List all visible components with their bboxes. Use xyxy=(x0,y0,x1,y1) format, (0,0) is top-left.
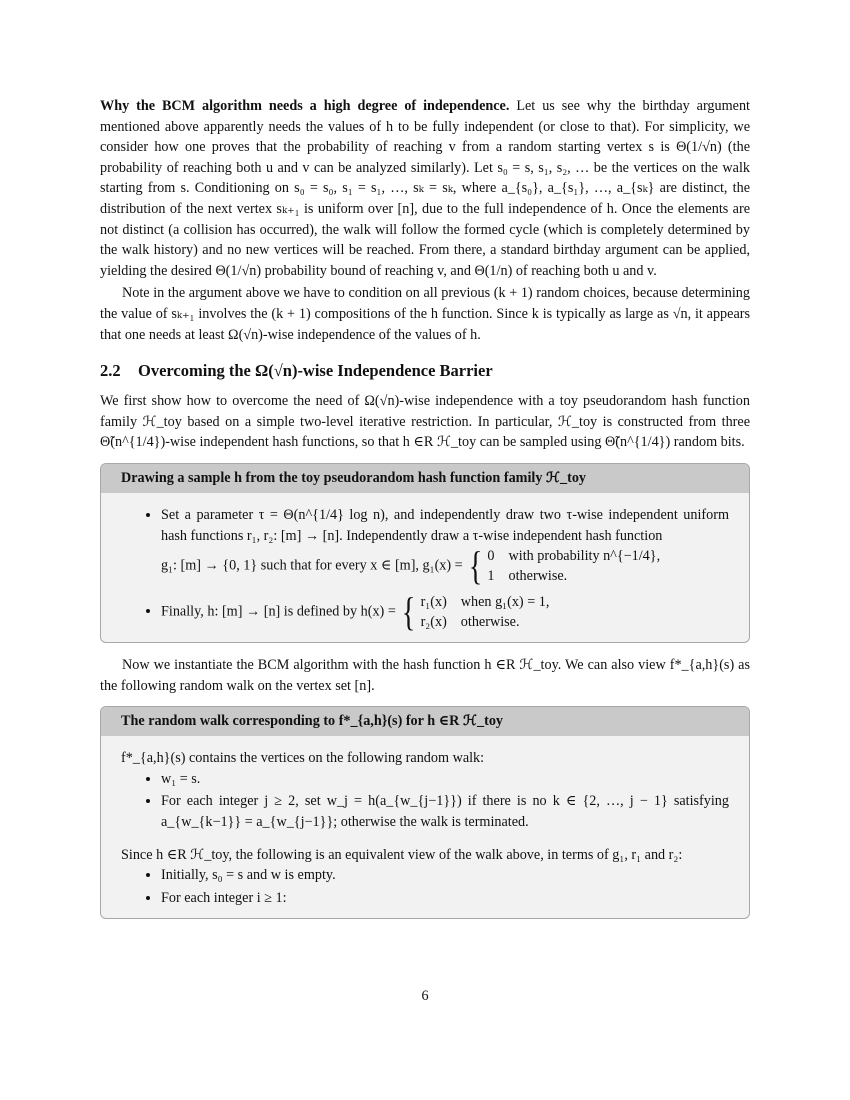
runin-heading: Why the BCM algorithm needs a high degree of independence. xyxy=(100,98,510,114)
step2-cases xyxy=(399,589,563,635)
case-value: 0 xyxy=(487,548,495,565)
section-number: 2.2 xyxy=(100,361,121,381)
intro-text: Let us see why the birthday argument mentioned above apparently needs the values of h to be fully independent (or close to that). For simplicity, we consider how one proves that the probability of reaching v from a random starting vertex s is Θ(1/√n) (the probability of reaching both u and v can be analyzed similarly). Let s₀ = s, s₁, s₂, … be the vertices on the walk starting from s. Conditioning on s₀ = s₀, s₁ = s₁, …, sₖ = sₖ, where a_{s₀}, a_{s₁}, …, a_{sₖ} are distinct, the distribution of the next vertex sₖ₊₁ is uniform over [n], due to the full independence of h. Once the elements are not distinct (a collision has occurred), the walk will follow the formed cycle (which is completely determined by the walk history) and no new vertices will be reached. From there, a standard birthday argument can be applied, yielding the desired Θ(1/√n) probability bound of reaching v, and Θ(1/n) of reaching both u and v. xyxy=(100,98,750,279)
step2-text: Finally, h: [m] → [n] is defined by h(x) = xyxy=(161,603,396,620)
case-condition: otherwise. xyxy=(508,568,568,585)
step1-text: Set a parameter τ = Θ(n^{1/4} log n), and independently draw two τ-wise independent uniform hash functions r₁, r₂: [m] → [n]. Independently draw a τ-wise independent hash function xyxy=(161,506,729,544)
step1-cases xyxy=(466,543,674,589)
case-value: r₂(x) xyxy=(420,614,447,631)
walk-item-2: • For each integer j ≥ 2, set w_j = h(a_{w_{j−1}}) if there is no k ∈ {2, …, j − 1} satisfying a_{w_{k−1}} = a_{w_{j−1}}; otherwise the walk is terminated. xyxy=(161,791,729,832)
page-number: 6 xyxy=(421,988,429,1004)
case-condition: otherwise. xyxy=(460,614,520,631)
sampling-box-body xyxy=(101,493,749,642)
page-content xyxy=(100,96,750,919)
between-paragraph: Now we instantiate the BCM algorithm with the hash function h ∈R ℋ_toy. We can also view f*_{a,h}(s) as the following random walk on the vertex set [n]. xyxy=(100,657,750,694)
section-heading xyxy=(100,361,750,381)
case-condition: with probability n^{−1/4}, xyxy=(508,548,661,565)
walk-box-title: The random walk corresponding to f*_{a,h}(s) for h ∈R ℋ_toy xyxy=(101,707,749,736)
sampling-box-title: Drawing a sample h from the toy pseudorandom hash function family ℋ_toy xyxy=(101,464,749,493)
left-brace: { xyxy=(469,543,483,589)
sampling-box xyxy=(100,463,750,643)
case-condition: when g₁(x) = 1, xyxy=(460,594,550,611)
walk-line-1: f*_{a,h}(s) contains the vertices on the following random walk: xyxy=(121,750,485,767)
section-title: Overcoming the Ω(√n)-wise Independence Barrier xyxy=(138,361,493,381)
walk-box-body xyxy=(101,736,749,918)
section-paragraph: We first show how to overcome the need of Ω(√n)-wise independence with a toy pseudorandom hash function family ℋ_toy based on a simple two-level iterative restriction. In particular, ℋ_toy is constructed from three Θ̃(n^{1/4})-wise independent hash functions, so that h ∈R ℋ_toy can be sampled using Θ̃(n^{1/4}) random bits. xyxy=(100,393,750,451)
sampling-step-1 xyxy=(161,505,729,589)
intro-paragraph xyxy=(100,96,750,281)
walk-equiv-item-1: • Initially, s₀ = s and w is empty. xyxy=(161,865,729,886)
walk-line-2: Since h ∈R ℋ_toy, the following is an equivalent view of the walk above, in terms of g₁, r₁ and r₂: xyxy=(121,846,683,863)
walk-equiv-item-2: • For each integer i ≥ 1: xyxy=(161,888,729,909)
note-paragraph: Note in the argument above we have to condition on all previous (k + 1) random choices, because determining the value of sₖ₊₁ involves the (k + 1) compositions of the h function. Since k is typically as large as √n, it appears that one needs at least Ω(√n)-wise independence of the values of h. xyxy=(100,285,750,343)
walk-box xyxy=(100,706,750,919)
sampling-step-2 xyxy=(161,589,729,635)
step1-formula: g₁: [m] → {0, 1} such that for every x ∈ [m], g₁(x) = xyxy=(161,557,463,574)
case-value: 1 xyxy=(487,568,495,585)
walk-item-1: • w₁ = s. xyxy=(161,769,729,790)
case-value: r₁(x) xyxy=(420,594,447,611)
left-brace: { xyxy=(402,589,416,635)
